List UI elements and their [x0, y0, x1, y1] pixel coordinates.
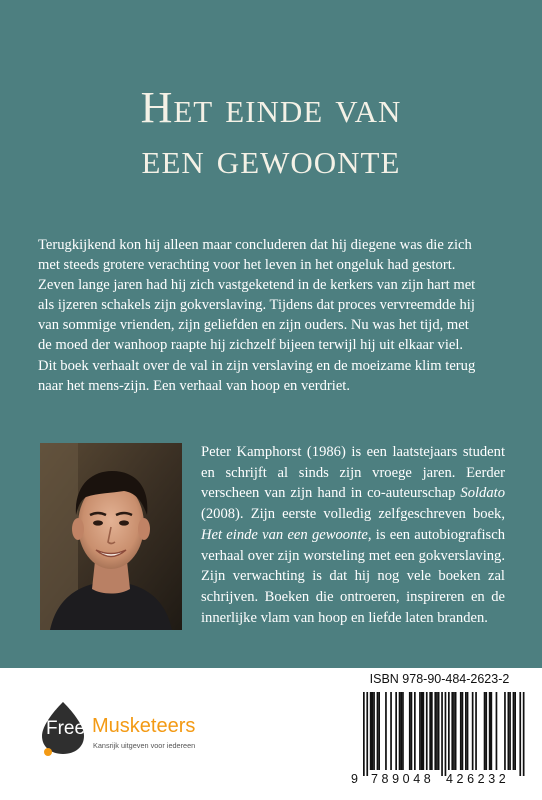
barcode-bar	[496, 692, 498, 770]
publisher-name-musketeers: Musketeers	[92, 715, 196, 737]
bio-book-title-2: Het einde van een gewoonte,	[201, 526, 372, 543]
barcode-bar	[519, 692, 521, 776]
blurb-line: Dit boek verhaalt over de val in zijn verslaving en de moeizame klim terug	[38, 357, 476, 374]
blurb-text	[38, 235, 508, 396]
blurb-line: van sommige vrienden, zijn geliefden en zijn ouders. Nu was het tijd, met	[38, 317, 469, 334]
barcode-bar	[419, 692, 421, 770]
barcode-bars	[351, 688, 527, 782]
barcode-bar	[423, 692, 425, 770]
barcode-bar	[465, 692, 467, 770]
barcode-bar	[462, 692, 464, 770]
barcode-bar	[378, 692, 380, 770]
barcode-bar	[436, 692, 438, 770]
bio-book-title-1: Soldato	[460, 485, 505, 502]
barcode-bar	[514, 692, 516, 770]
barcode-bar	[373, 692, 375, 770]
barcode-bar	[409, 692, 411, 770]
barcode-first-digit: 9	[351, 772, 358, 786]
barcode-bar	[475, 692, 477, 770]
bio-text-2: (2008). Zijn eerste volledig zelfgeschreven boek,	[201, 506, 505, 523]
barcode-bar	[431, 692, 433, 770]
publisher-logo	[36, 700, 211, 760]
barcode-bar	[467, 692, 469, 770]
barcode-bar	[366, 692, 368, 776]
blurb-line: naar het mens-zijn. Een verhaal van hoop en verdriet.	[38, 377, 351, 394]
bio-text-3: is een autobiografisch verhaal over zijn worsteling met een gokverslaving. Zijn verwachting is dat hij nog vele boeken zal schrijven. Boeken die ontroeren, inspireren en de innerlijke vlam van hoop en liefde laten branden.	[201, 526, 505, 626]
book-title-line-1: Het einde van	[140, 83, 402, 132]
barcode-bar	[434, 692, 436, 770]
barcode-bar	[402, 692, 404, 770]
author-photo	[40, 443, 182, 630]
barcode-bar	[377, 692, 379, 770]
barcode-left-group: 789048	[371, 772, 435, 786]
barcode-bar	[453, 692, 455, 770]
author-bio	[201, 442, 505, 628]
publisher-name-free: Free	[46, 718, 86, 739]
barcode-bar	[370, 692, 372, 770]
barcode-bar	[445, 692, 447, 776]
blurb-line: als ijzeren schakels zijn gokverslaving. Tijdens dat proces vervreemdde hij	[38, 297, 475, 314]
barcode-bar	[429, 692, 431, 770]
barcode-bar	[363, 692, 365, 776]
barcode-bar	[472, 692, 474, 770]
barcode-digits	[351, 772, 527, 792]
barcode-bar	[426, 692, 428, 770]
barcode-bar	[411, 692, 413, 770]
blurb-line: de moed der wanhoop raapte hij zichzelf bijeen terwijl hij uit elkaar viel.	[38, 337, 464, 354]
barcode-bar	[414, 692, 416, 770]
blurb-line: Zeven lange jaren had hij zich vastgeketend in de kerkers van zijn hart met	[38, 277, 476, 294]
barcode-bar	[438, 692, 440, 770]
barcode-bar	[421, 692, 423, 770]
barcode-bar	[509, 692, 511, 770]
barcode-bar	[523, 692, 525, 776]
barcode-bar	[395, 692, 397, 770]
barcode-bar	[504, 692, 506, 770]
barcode-bar	[399, 692, 401, 770]
barcode-bar	[448, 692, 450, 770]
blurb-line: met steeds grotere verachting voor het leven in het ongeluk had gestort.	[38, 257, 456, 274]
barcode-bar	[460, 692, 462, 770]
barcode-bar	[513, 692, 515, 770]
blurb-line: Terugkijkend kon hij alleen maar concluderen dat hij diegene was die zich	[38, 237, 472, 253]
barcode-bar	[451, 692, 453, 770]
barcode	[351, 688, 527, 782]
barcode-bar	[385, 692, 387, 770]
book-title-line-2: een gewoonte	[141, 134, 401, 183]
barcode-bar	[508, 692, 510, 770]
barcode-right-group: 426232	[446, 772, 510, 786]
bio-text-1: Peter Kamphorst (1986) is een laatstejaars student en schrijft al sinds zijn vroege jaren. Eerder verscheen van zijn hand in co-auteurschap	[201, 444, 505, 502]
publisher-tagline: Kansrijk uitgeven voor iedereen	[93, 741, 196, 750]
barcode-bar	[390, 692, 392, 770]
barcode-bar	[489, 692, 491, 770]
barcode-bar	[485, 692, 487, 770]
barcode-bar	[372, 692, 374, 770]
barcode-bar	[484, 692, 486, 770]
barcode-bar	[441, 692, 443, 776]
barcode-bar	[491, 692, 493, 770]
barcode-bar	[455, 692, 457, 770]
author-portrait-image	[40, 443, 182, 630]
barcode-bar	[400, 692, 402, 770]
isbn-label: ISBN 978-90-484-2623-2	[369, 672, 510, 686]
